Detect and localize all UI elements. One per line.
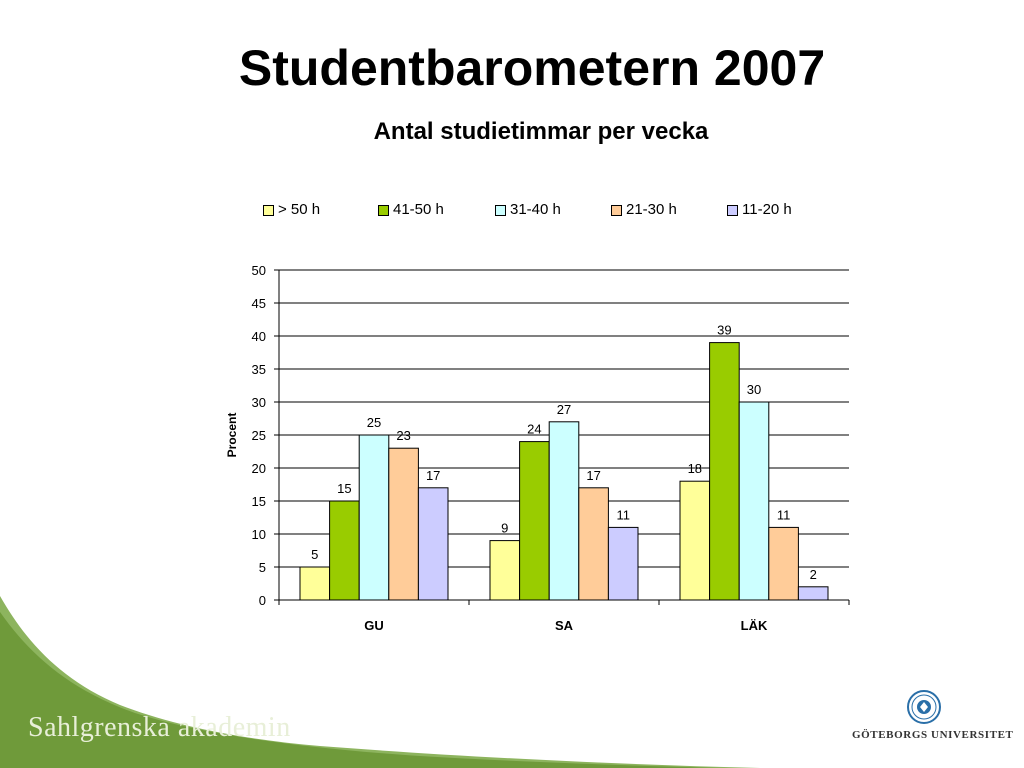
data-label: 27 <box>556 401 572 417</box>
legend-label: 31-40 h <box>510 201 561 218</box>
legend-label: 41-50 h <box>393 201 444 218</box>
x-category-label: LÄK <box>740 618 768 633</box>
bar-sa-series-0 <box>490 541 520 600</box>
bar-läk-series-0 <box>680 481 710 600</box>
legend-label: 21-30 h <box>626 201 677 218</box>
y-tick-label: 30 <box>251 395 266 410</box>
bar-sa-series-1 <box>520 442 550 600</box>
university-seal-icon <box>906 689 942 725</box>
page-title: Studentbarometern 2007 <box>238 40 826 96</box>
data-label: 23 <box>396 428 411 444</box>
y-tick-label: 0 <box>258 593 266 608</box>
bar-gu-series-1 <box>330 501 360 600</box>
data-label: 24 <box>527 421 542 437</box>
bar-läk-series-4 <box>798 587 828 600</box>
data-label: 39 <box>717 322 732 338</box>
data-label: 25 <box>366 415 382 430</box>
data-label: 15 <box>337 481 352 496</box>
data-label: 9 <box>501 520 509 536</box>
y-tick-label: 45 <box>251 296 266 311</box>
y-tick-label: 15 <box>251 494 266 509</box>
y-tick-label: 40 <box>251 329 266 344</box>
data-label: 5 <box>311 547 319 562</box>
bar-gu-series-2 <box>359 435 389 600</box>
bar-gu-series-3 <box>389 448 419 600</box>
y-tick-label: 5 <box>258 560 266 575</box>
legend-label: > 50 h <box>278 201 321 218</box>
data-label: 11 <box>616 507 630 523</box>
y-tick-label: 20 <box>251 461 266 476</box>
chart-subtitle: Antal studietimmar per vecka <box>373 118 709 145</box>
data-label: 17 <box>425 467 441 483</box>
bar-gu-series-4 <box>418 488 448 600</box>
data-label: 11 <box>776 507 791 523</box>
legend-label: 11-20 h <box>742 201 792 218</box>
y-tick-label: 35 <box>251 362 266 377</box>
data-label: 2 <box>809 566 817 582</box>
data-label: 30 <box>746 382 762 397</box>
bar-gu-series-0 <box>300 567 330 600</box>
sahlgrenska-wordmark: Sahlgrenska akademin <box>28 712 291 743</box>
x-category-label: SA <box>554 618 574 633</box>
y-tick-label: 10 <box>251 527 266 542</box>
bar-sa-series-4 <box>608 527 638 600</box>
bar-sa-series-2 <box>549 422 579 600</box>
gu-wordmark: GÖTEBORGS UNIVERSITET <box>852 729 1014 741</box>
bar-läk-series-1 <box>710 343 740 600</box>
bar-sa-series-3 <box>579 488 609 600</box>
y-axis-label: Procent <box>225 412 239 458</box>
data-label: 17 <box>586 467 601 483</box>
y-tick-label: 25 <box>251 428 266 443</box>
bar-läk-series-2 <box>739 402 769 600</box>
x-category-label: GU <box>364 618 384 633</box>
y-tick-label: 50 <box>251 263 266 278</box>
data-label: 18 <box>687 461 703 477</box>
bar-läk-series-3 <box>769 527 799 600</box>
